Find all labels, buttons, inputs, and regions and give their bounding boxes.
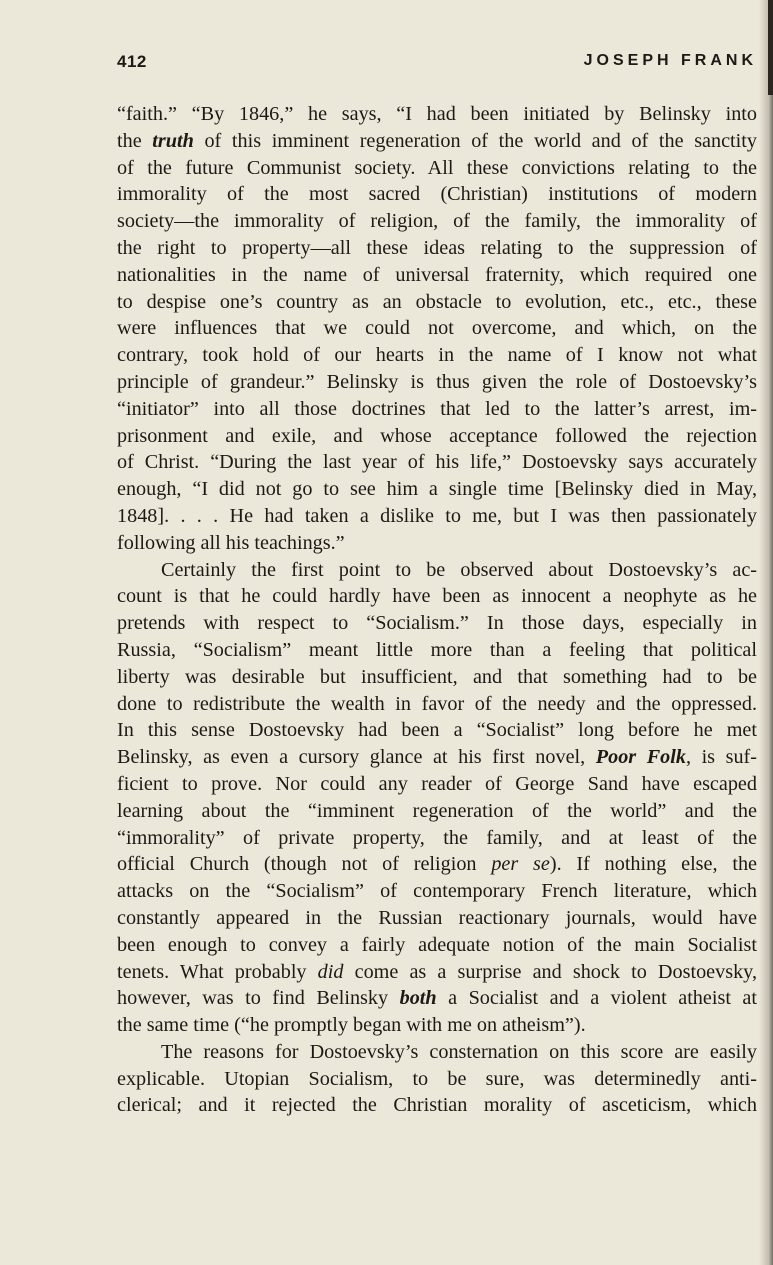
text-line: the right to property—all these ideas relating to the suppression of (117, 236, 757, 259)
text-line: count is that he could hardly have been as innocent a neophyte as he (117, 585, 757, 608)
text-line: society—the immorality of religion, of the family, the immorality of (117, 210, 757, 233)
text-line: pretends with respect to “Socialism.” In those days, especially in (117, 612, 757, 635)
page-number: 412 (117, 52, 147, 71)
text-line: been enough to convey a fairly adequate notion of the main Socialist (117, 933, 757, 956)
text-line: tenets. What probably did come as a surprise and shock to Dostoevsky, (117, 960, 758, 983)
text-line: however, was to find Belinsky both a Socialist and a violent atheist at (117, 987, 757, 1010)
text-line: clerical; and it rejected the Christian morality of asceticism, which (117, 1094, 757, 1117)
text-line: official Church (though not of religion per se). If nothing else, the (117, 853, 758, 876)
paragraph (117, 557, 757, 1039)
text-line: prisonment and exile, and whose acceptance followed the rejection (117, 424, 757, 447)
text-line: the same time (“he promptly began with me on atheism”). (117, 1014, 586, 1037)
text-line: were influences that we could not overcome, and which, on the (117, 317, 757, 340)
text-line: The reasons for Dostoevsky’s consternation on this score are easily (161, 1040, 757, 1063)
text-line: of Christ. “During the last year of his life,” Dostoevsky says accurately (117, 451, 757, 474)
running-head: JOSEPH FRANK (583, 52, 757, 69)
text-line: of the future Communist society. All these convictions relating to the (117, 156, 757, 179)
text-line: attacks on the “Socialism” of contemporary French literature, which (117, 880, 757, 903)
text-line: nationalities in the name of universal fraternity, which required one (117, 263, 757, 286)
text-line: Certainly the first point to be observed about Dostoevsky’s ac- (161, 558, 757, 581)
text-line: done to redistribute the wealth in favor of the needy and the oppressed. (117, 692, 757, 715)
text-line: the truth of this imminent regeneration of the world and of the sanctity (117, 129, 757, 152)
text-line: Belinsky, as even a cursory glance at his first novel, Poor Folk, is suf- (117, 746, 757, 769)
page-edge-binding (768, 0, 773, 95)
text-line: “faith.” “By 1846,” he says, “I had been initiated by Belinsky into (117, 103, 757, 125)
text-line: “initiator” into all those doctrines that led to the latter’s arrest, im- (117, 397, 757, 420)
text-line: learning about the “imminent regeneration of the world” and the (117, 799, 757, 822)
paragraph (117, 1039, 757, 1119)
text-line: ficient to prove. Nor could any reader of George Sand have escaped (117, 772, 757, 795)
text-line: immorality of the most sacred (Christian) institutions of modern (117, 183, 757, 206)
text-line: 1848]. . . . He had taken a dislike to me, but I was then passionately (117, 504, 757, 527)
text-line: “immorality” of private property, the family, and at least of the (117, 826, 757, 849)
text-line: liberty was desirable but insufficient, and that something had to be (117, 665, 757, 688)
text-line: contrary, took hold of our hearts in the name of I know not what (117, 344, 757, 367)
text-line: explicable. Utopian Socialism, to be sure, was determinedly anti- (117, 1067, 757, 1090)
body-text (117, 101, 757, 1119)
paragraph (117, 101, 757, 557)
text-line: In this sense Dostoevsky had been a “Socialist” long before he met (117, 719, 757, 742)
page-edge-shadow (759, 0, 773, 1265)
page-header (117, 52, 757, 82)
text-line: Russia, “Socialism” meant little more than a feeling that political (117, 638, 757, 661)
text-line: constantly appeared in the Russian reactionary journals, would have (117, 906, 757, 929)
text-line: following all his teachings.” (117, 531, 345, 554)
text-line: enough, “I did not go to see him a single time [Belinsky died in May, (117, 478, 757, 501)
text-line: principle of grandeur.” Belinsky is thus given the role of Dostoevsky’s (117, 370, 757, 393)
text-line: to despise one’s country as an obstacle to evolution, etc., etc., these (117, 290, 757, 313)
